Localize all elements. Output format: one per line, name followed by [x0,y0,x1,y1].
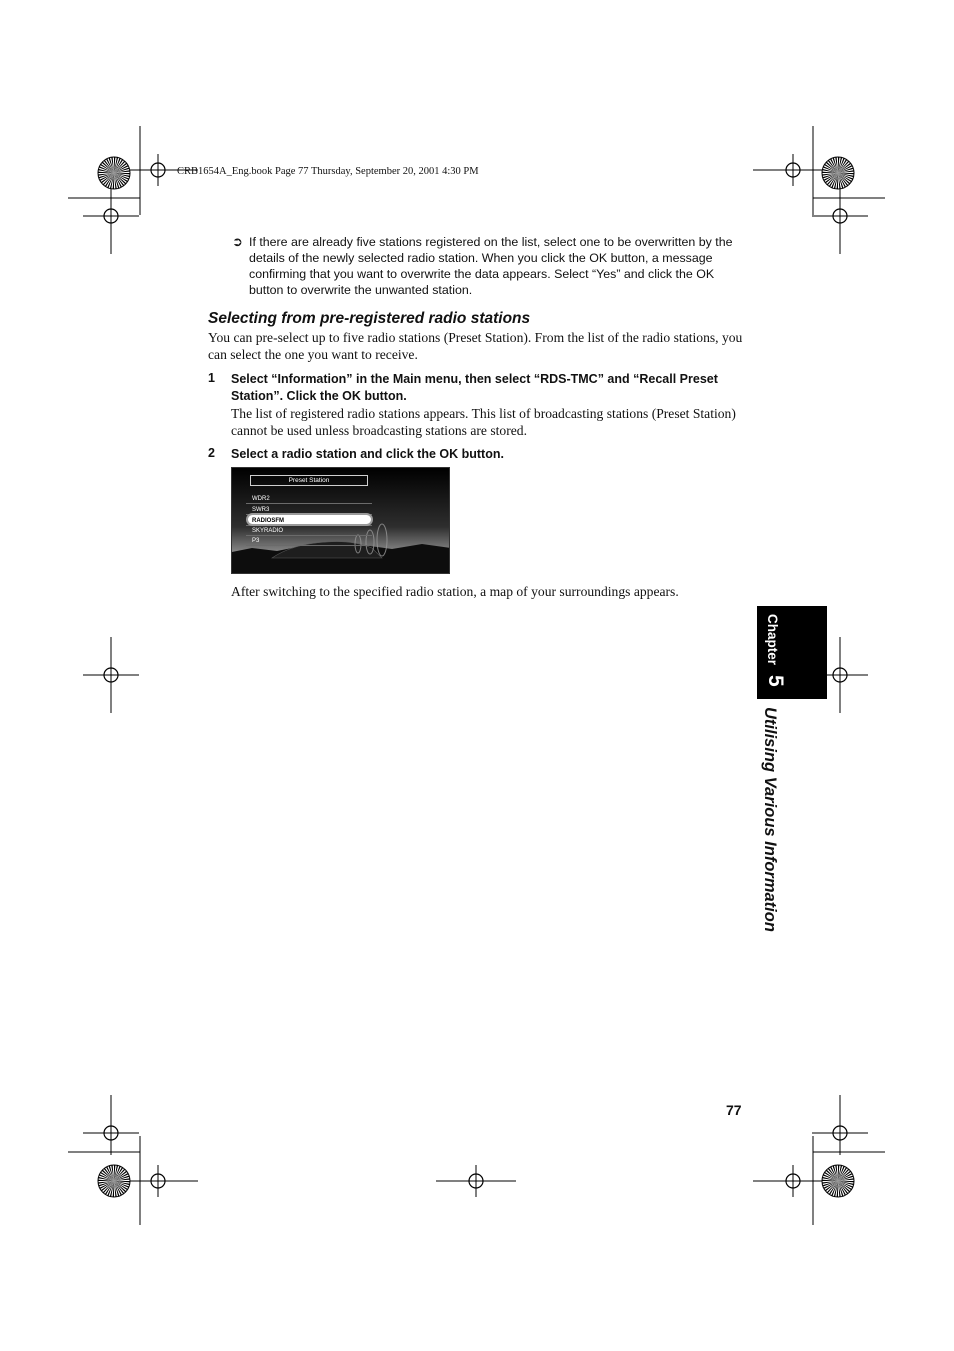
page-number: 77 [726,1102,742,1118]
arrow-icon: ➲ [232,234,243,249]
starburst-mark [822,1165,854,1197]
section-intro: You can pre-select up to five radio stations (Preset Station). From the list of the radio stations, you can select the one you want to receive. [208,330,743,362]
chapter-label: Chapter [765,614,780,666]
starburst-mark [822,157,854,189]
screen-title: Preset Station [250,475,368,486]
list-divider [246,535,372,536]
station-item[interactable]: SWR3 [252,507,270,513]
list-divider [246,545,372,546]
step-instruction: Select “Information” in the Main menu, then select “RDS-TMC” and “Recall Preset Station”. Click the OK button. [231,372,718,403]
chapter-title: Utilising Various Information [761,707,779,932]
station-item[interactable]: SKYRADIO [252,528,284,534]
result-text: After switching to the specified radio station, a map of your surroundings appears. [231,584,679,599]
list-divider [246,503,372,504]
book-info-line: CRB1654A_Eng.book Page 77 Thursday, September 20, 2001 4:30 PM [177,166,479,177]
chapter-number: 5 [764,675,787,687]
station-item[interactable]: WDR2 [252,496,270,502]
step-instruction: Select a radio station and click the OK button. [231,447,504,461]
station-item[interactable]: P3 [252,538,260,544]
note-text: If there are already five stations registered on the list, select one to be overwritten by the details of the newly selected radio station. When you click the OK button, a message confirming that you want to overwrite the data appears. Select “Yes” and click the OK button to overwrite the unwanted station. [249,235,733,297]
step-number: 2 [208,446,215,460]
starburst-mark [98,157,130,189]
chapter-tab [757,606,827,699]
note-paragraph [232,234,747,298]
station-item-selected[interactable]: RADIOSFM [252,518,284,524]
preset-station-screenshot [231,467,450,574]
section-title: Selecting from pre-registered radio stations [208,310,531,327]
step-number: 1 [208,371,215,385]
step-description: The list of registered radio stations appears. This list of broadcasting stations (Preset Station) cannot be used unless broadcasting stations are stored. [231,406,736,438]
starburst-mark [98,1165,130,1197]
